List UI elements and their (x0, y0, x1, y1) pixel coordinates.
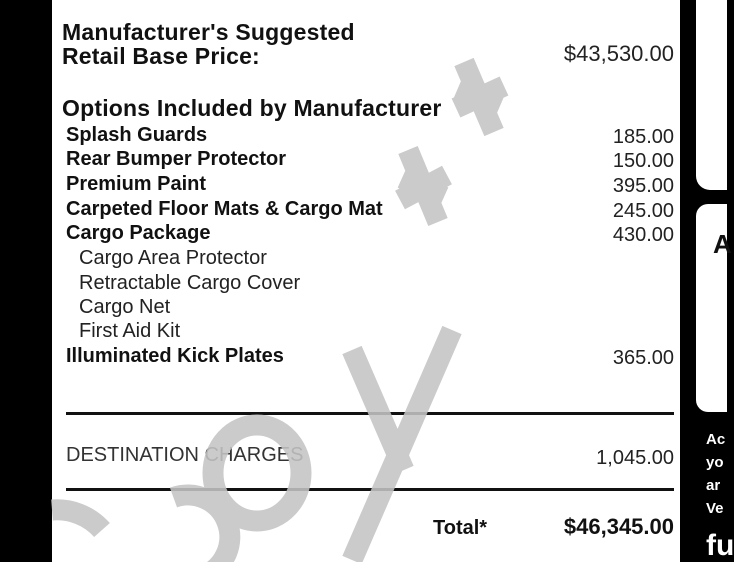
right-panel-box-middle (696, 204, 732, 412)
option-amount-cargo-package: 430.00 (612, 224, 674, 246)
cargo-area-protector: Cargo Area Protector (79, 247, 267, 269)
right-panel-text-4: Ve (706, 500, 724, 517)
destination-charges-amount: 1,045.00 (596, 447, 674, 469)
option-amount-splash-guards: 185.00 (612, 126, 674, 148)
retractable-cargo-cover: Retractable Cargo Cover (79, 272, 301, 294)
right-panel-box-top (696, 0, 727, 190)
monroney-price-sheet (52, 0, 680, 562)
options-heading: Options Included by Manufacturer (62, 95, 442, 121)
right-panel-text-3: ar (706, 477, 721, 494)
option-amount-carpeted-floor-mats: 245.00 (612, 200, 674, 222)
option-amount-illuminated-kick-plates: 365.00 (612, 347, 674, 369)
option-premium-paint: Premium Paint (66, 173, 207, 195)
right-panel-text-1: Ac (706, 431, 726, 448)
adjacent-window-sticker-panel (680, 0, 734, 562)
section-divider-bottom (66, 488, 674, 491)
first-aid-kit: First Aid Kit (79, 320, 181, 342)
option-illuminated-kick-plates: Illuminated Kick Plates (66, 345, 284, 367)
right-panel-text-2: yo (706, 454, 724, 471)
right-panel-bottom-fragment: fu (706, 529, 734, 562)
option-rear-bumper-protector: Rear Bumper Protector (66, 148, 287, 170)
base-price-label-line2: Retail Base Price: (62, 43, 260, 69)
right-panel-heading-fragment: A (713, 229, 732, 259)
base-price-amount: $43,530.00 (563, 41, 674, 66)
option-splash-guards: Splash Guards (66, 124, 208, 146)
section-divider-top (66, 412, 674, 415)
option-amount-rear-bumper-protector: 150.00 (612, 150, 674, 172)
option-amount-premium-paint: 395.00 (612, 175, 674, 197)
base-price-label-line1: Manufacturer's Suggested (62, 19, 355, 45)
option-carpeted-floor-mats: Carpeted Floor Mats & Cargo Mat (66, 198, 383, 220)
total-amount: $46,345.00 (563, 514, 674, 539)
total-label: Total* (433, 517, 488, 539)
cargo-net: Cargo Net (79, 296, 171, 318)
option-cargo-package: Cargo Package (66, 222, 211, 244)
destination-charges-label: DESTINATION CHARGES (66, 444, 304, 466)
